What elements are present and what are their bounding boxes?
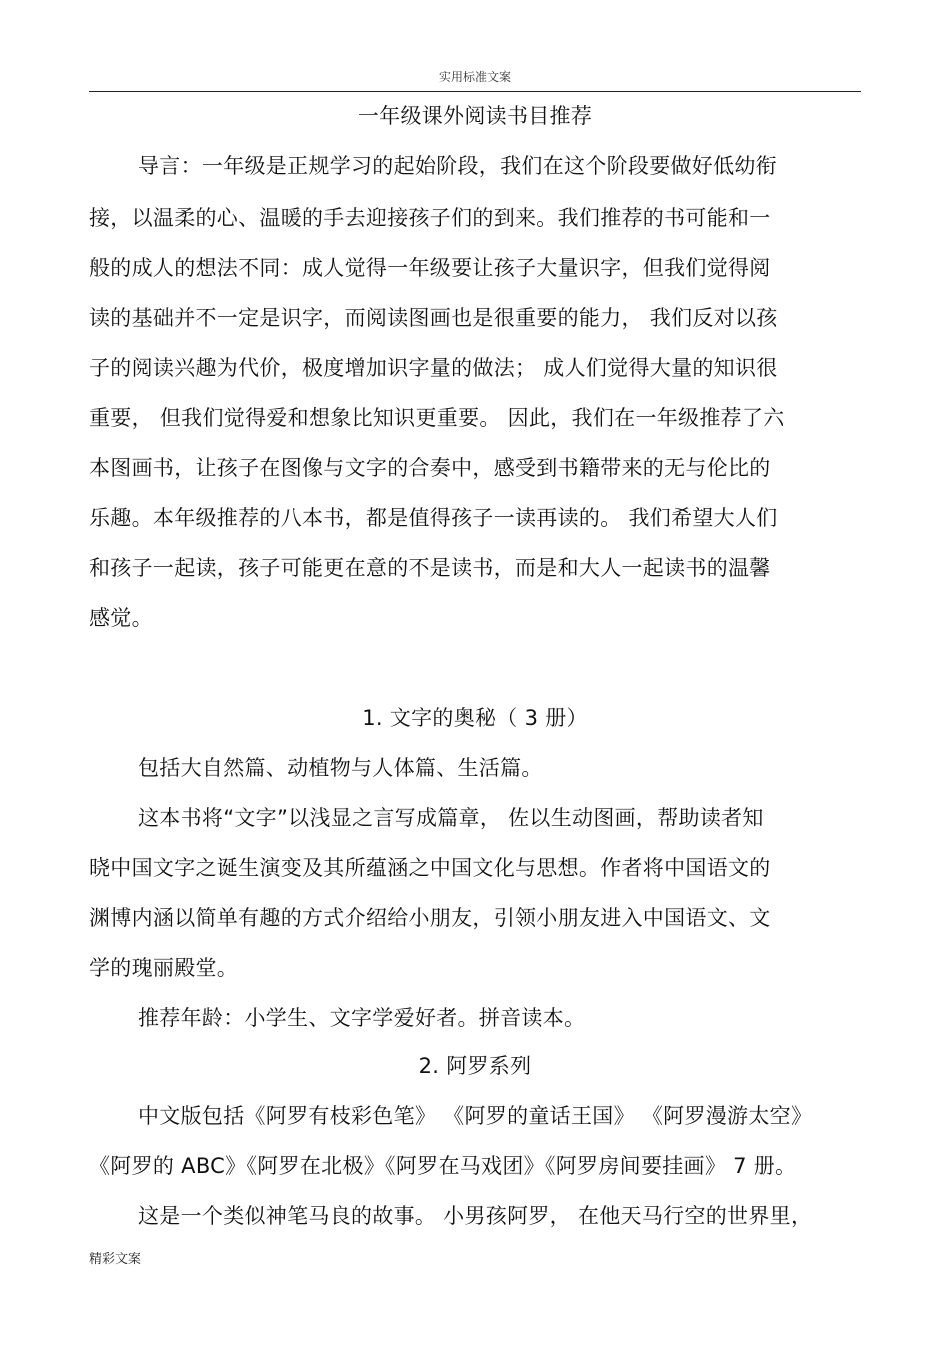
book-2-edition-line: 中文版包括《阿罗有枝彩色笔》 《阿罗的童话王国》 《阿罗漫游太空》 <box>138 1104 813 1128</box>
book-2-desc-line: 这是一个类似神笔马良的故事。 小男孩阿罗， 在他天马行空的世界里， <box>138 1204 813 1228</box>
book-1-desc-line: 渊博内涵以简单有趣的方式介绍给小朋友，引领小朋友进入中国语文、文 <box>89 906 771 930</box>
header-label: 实用标准文案 <box>438 70 511 84</box>
book-1-heading: 1. 文字的奥秘（ 3 册） <box>362 706 588 730</box>
page-footer: 精彩文案 <box>89 1252 142 1267</box>
book-1-desc-line: 这本书将“文字”以浅显之言写成篇章， 佐以生动图画，帮助读者知 <box>138 806 764 830</box>
intro-line: 乐趣。本年级推荐的八本书，都是值得孩子一读再读的。 我们希望大人们 <box>89 506 778 530</box>
intro-line: 本图画书，让孩子在图像与文字的合奏中，感受到书籍带来的无与伦比的 <box>89 456 771 480</box>
intro-line: 和孩子一起读，孩子可能更在意的不是读书，而是和大人一起读书的温馨 <box>89 556 771 580</box>
intro-line: 子的阅读兴趣为代价，极度增加识字量的做法； 成人们觉得大量的知识很 <box>89 356 778 380</box>
intro-line: 重要， 但我们觉得爱和想象比知识更重要。 因此，我们在一年级推荐了六 <box>89 406 785 430</box>
book-1-desc-line: 学的瑰丽殿堂。 <box>89 956 239 980</box>
book-1-age: 推荐年龄：小学生、文字学爱好者。拼音读本。 <box>138 1006 586 1030</box>
book-1-contents: 包括大自然篇、动植物与人体篇、生活篇。 <box>138 756 543 780</box>
intro-line: 般的成人的想法不同：成人觉得一年级要让孩子大量识字，但我们觉得阅 <box>89 256 771 280</box>
intro-line: 接，以温柔的心、温暖的手去迎接孩子们的到来。我们推荐的书可能和一 <box>89 206 771 230</box>
page-title: 一年级课外阅读书目推荐 <box>357 104 593 128</box>
header-divider <box>89 91 861 92</box>
book-1-desc-line: 晓中国文字之诞生演变及其所蕴涵之中国文化与思想。作者将中国语文的 <box>89 856 771 880</box>
book-2-heading: 2. 阿罗系列 <box>418 1054 532 1078</box>
intro-line: 导言：一年级是正规学习的起始阶段，我们在这个阶段要做好低幼衔 <box>138 154 777 178</box>
intro-line: 感觉。 <box>89 606 153 630</box>
intro-line: 读的基础并不一定是识字，而阅读图画也是很重要的能力， 我们反对以孩 <box>89 306 778 330</box>
book-2-edition-line: 《阿罗的 ABC》《阿罗在北极》《阿罗在马戏团》《阿罗房间要挂画》 7 册。 <box>89 1154 797 1178</box>
